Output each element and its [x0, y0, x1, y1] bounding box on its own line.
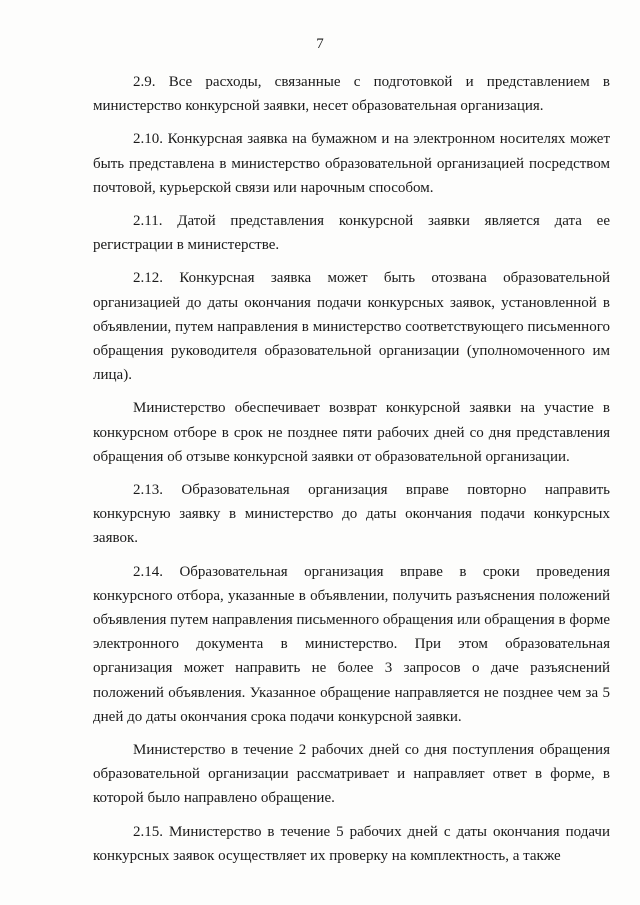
paragraph-2-9: 2.9. Все расходы, связанные с подготовкой и представлением в министерство конкурсной заявки, несет образовательная организация. — [93, 74, 610, 115]
paragraph-2-10: 2.10. Конкурсная заявка на бумажном и на электронном носителях может быть представлена в министерство образовательной организацией посредством почтовой, курьерской связи или нарочным способом. — [93, 131, 610, 196]
paragraph-2-12: 2.12. Конкурсная заявка может быть отозвана образовательной организацией до даты окончания подачи конкурсных заявок, установленной в объявлении, путем направления в министерство соответствующего письменного обращения руководителя образовательной организации (уполномоченного им лица). — [93, 270, 610, 384]
paragraph-2-13: 2.13. Образовательная организация вправе повторно направить конкурсную заявку в министерство до даты окончания подачи конкурсных заявок. — [93, 482, 610, 547]
paragraph-2-14-answer: Министерство в течение 2 рабочих дней со дня поступления обращения образовательной организации рассматривает и направляет ответ в форме, в которой было направлено обращение. — [93, 742, 610, 807]
paragraph-2-15: 2.15. Министерство в течение 5 рабочих дней с даты окончания подачи конкурсных заявок осуществляет их проверку на комплектность, а также — [93, 823, 610, 864]
paragraph-2-11: 2.11. Датой представления конкурсной заявки является дата ее регистрации в министерстве. — [93, 213, 610, 254]
paragraph-2-12-return: Министерство обеспечивает возврат конкурсной заявки на участие в конкурсном отборе в срок не позднее пяти рабочих дней со дня представления обращения об отзыве конкурсной заявки от образовательной организации. — [93, 400, 610, 465]
paragraph-2-14: 2.14. Образовательная организация вправе в сроки проведения конкурсного отбора, указанные в объявлении, получить разъяснения положений объявления путем направления письменного обращения или обращения в форме электронного документа в министерство. При этом образовательная организация может направить не более 3 запросов о даче разъяснений положений объявления. Указанное обращение направляется не позднее чем за 5 дней до даты окончания срока подачи конкурсной заявки. — [93, 563, 610, 725]
page-number: 7 — [316, 36, 324, 52]
document-body — [93, 70, 610, 868]
